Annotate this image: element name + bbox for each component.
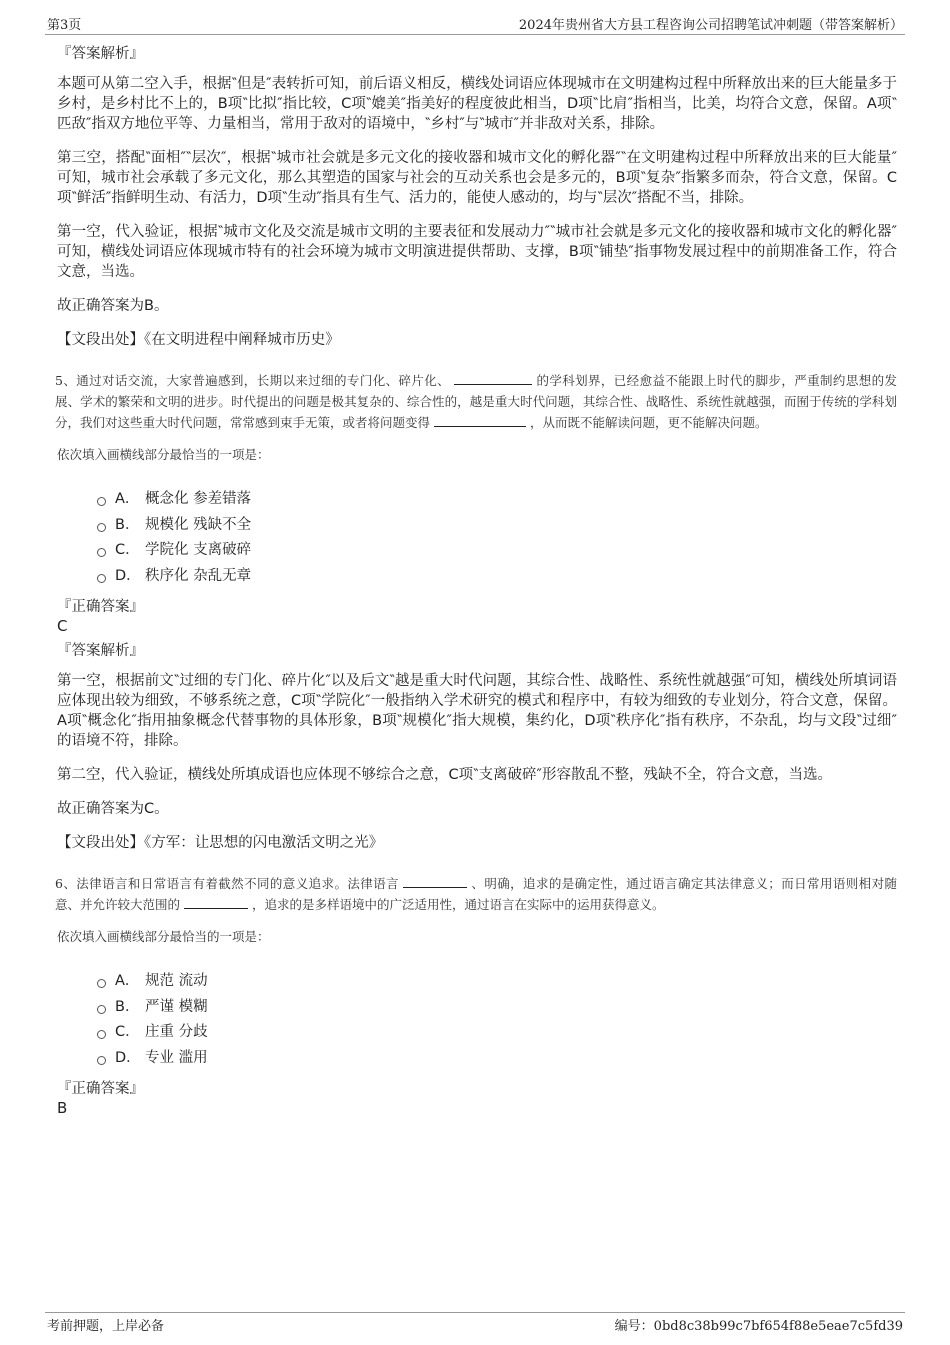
radio-icon[interactable] bbox=[97, 523, 106, 532]
q5-answer: C bbox=[57, 617, 68, 635]
radio-icon[interactable] bbox=[97, 1005, 106, 1014]
q5-options bbox=[97, 487, 897, 589]
radio-icon[interactable] bbox=[97, 979, 106, 988]
q5-text-part-2: 的学科划界，已经愈益不能跟上时代的脚步，严重制约思想的发展、学术的繁荣和文明的进步。时代提出的问题是极其复杂的、综合性的，越是重大时代问题，其综合性、战略性、系统性就越强，而囿于传统的学科划分，我们对这些重大时代问题，常常感到束手无策，或者将问题变得 bbox=[55, 373, 897, 430]
option-text: 规范 流动 bbox=[145, 973, 208, 989]
q4-conclusion: 故正确答案为B。 bbox=[57, 298, 169, 314]
q6-option-c[interactable] bbox=[97, 1020, 897, 1046]
q6-options bbox=[97, 969, 897, 1071]
q5-text-part-1: 5、通过对话交流，大家普遍感到，长期以来过细的专门化、碎片化、 bbox=[55, 373, 451, 388]
q6-blank-2 bbox=[184, 896, 248, 909]
q6-question-text bbox=[55, 873, 897, 915]
radio-icon[interactable] bbox=[97, 548, 106, 557]
q6-option-b[interactable] bbox=[97, 995, 897, 1021]
q4-source: 【文段出处】《在文明进程中阐释城市历史》 bbox=[57, 332, 340, 348]
radio-icon[interactable] bbox=[97, 574, 106, 583]
document-title: 2024年贵州省大方县工程咨询公司招聘笔试冲刺题（带答案解析） bbox=[518, 18, 903, 33]
radio-icon[interactable] bbox=[97, 497, 106, 506]
q5-answer-label: 『正确答案』 bbox=[57, 599, 144, 615]
q5-option-d[interactable] bbox=[97, 564, 897, 590]
option-letter: C． bbox=[115, 542, 140, 558]
q4-analysis-paragraph-1: 本题可从第二空入手，根据‶但是″表转折可知，前后语义相反，横线处词语应体现城市在文明建构过程中所释放出来的巨大能量多于乡村，是乡村比不上的，B项‶比拟″指比较，C项‶媲美″指美好的程度彼此相当，D项‶比肩″指相当，比美，均符合文意，保留。A项‶匹敌″指双方地位平等、力量相当，常用于敌对的语境中，‶乡村″与‶城市″并非敌对关系，排除。 bbox=[57, 76, 897, 132]
option-text: 秩序化 杂乱无章 bbox=[145, 567, 252, 584]
q5-analysis-paragraph-1: 第一空，根据前文‶过细的专门化、碎片化″以及后文‶越是重大时代问题，其综合性、战略性、系统性就越强″可知，横线处所填词语应体现出较为细致，不够系统之意，C项‶学院化″一般指纳入学术研究的模式和程序中，有较为细致的专业划分，符合文意，保留。A项‶概念化″指用抽象概念代替事物的具体形象，B项‶规模化″指大规模，集约化，D项‶秩序化″指有秩序，不杂乱，均与文段‶过细″的语境不符，排除。 bbox=[57, 673, 897, 749]
q5-question-text bbox=[55, 370, 897, 433]
q5-source: 【文段出处】《方军：让思想的闪电激活文明之光》 bbox=[57, 835, 384, 851]
q6-text-part-2: 、明确，追求的是确定性，通过语言确定其法律意义；而日常用语则相对随意、并允许较大范围的 bbox=[55, 876, 897, 912]
option-letter: B． bbox=[115, 516, 140, 533]
option-letter: C． bbox=[115, 1024, 140, 1040]
q6-option-a[interactable] bbox=[97, 969, 897, 995]
option-letter: A． bbox=[115, 973, 140, 989]
q6-answer-label: 『正确答案』 bbox=[57, 1081, 144, 1097]
page-footer bbox=[45, 1312, 905, 1335]
option-letter: D． bbox=[115, 567, 141, 584]
q6-prompt: 依次填入画横线部分最恰当的一项是： bbox=[57, 929, 270, 944]
option-text: 概念化 参差错落 bbox=[145, 491, 252, 507]
q5-prompt: 依次填入画横线部分最恰当的一项是： bbox=[57, 447, 270, 462]
q4-analysis-paragraph-3: 第一空，代入验证，根据‶城市文化及交流是城市文明的主要表征和发展动力″‶城市社会就是多元文化的接收器和城市文化的孵化器″可知，横线处词语应体现城市特有的社会环境为城市文明演进提供帮助、支撑，B项‶铺垫″指事物发展过程中的前期准备工作，符合文意，当选。 bbox=[57, 224, 897, 280]
q6-blank-1 bbox=[403, 875, 467, 888]
q5-option-c[interactable] bbox=[97, 538, 897, 564]
document-code: 编号：0bd8c38b99c7bf654f88e5eae7c5fd39 bbox=[614, 1319, 903, 1334]
q6-option-d[interactable] bbox=[97, 1046, 897, 1072]
q6-text-part-3: ，追求的是多样语境中的广泛适用性，通过语言在实际中的运用获得意义。 bbox=[252, 897, 665, 912]
option-text: 严谨 模糊 bbox=[145, 998, 208, 1015]
radio-icon[interactable] bbox=[97, 1056, 106, 1065]
q5-option-b[interactable] bbox=[97, 513, 897, 539]
option-letter: A． bbox=[115, 491, 140, 507]
q5-blank-2 bbox=[434, 414, 526, 427]
page-number: 第3页 bbox=[47, 18, 82, 33]
q4-analysis-label: 『答案解析』 bbox=[57, 46, 144, 62]
q5-blank-1 bbox=[454, 372, 532, 385]
page-content bbox=[57, 44, 897, 1123]
footer-slogan: 考前押题，上岸必备 bbox=[47, 1319, 165, 1334]
option-text: 庄重 分歧 bbox=[145, 1024, 208, 1040]
option-text: 学院化 支离破碎 bbox=[145, 542, 252, 558]
option-text: 专业 滥用 bbox=[145, 1049, 208, 1066]
radio-icon[interactable] bbox=[97, 1030, 106, 1039]
q5-analysis-paragraph-2: 第二空，代入验证，横线处所填成语也应体现不够综合之意，C项‶支离破碎″形容散乱不整，残缺不全，符合文意，当选。 bbox=[57, 767, 832, 783]
option-letter: B． bbox=[115, 998, 140, 1015]
q5-conclusion: 故正确答案为C。 bbox=[57, 801, 169, 817]
q5-text-part-3: ，从而既不能解读问题，更不能解决问题。 bbox=[530, 415, 768, 430]
option-letter: D． bbox=[115, 1049, 141, 1066]
q5-option-a[interactable] bbox=[97, 487, 897, 513]
q4-analysis-paragraph-2: 第三空，搭配‶面相″‶层次″，根据‶城市社会就是多元文化的接收器和城市文化的孵化器″‶在文明建构过程中所释放出来的巨大能量″可知，城市社会承载了多元文化，那么其塑造的国家与社会的互动关系也会是多元的，B项‶复杂″指繁多而杂，符合文意，保留。C项‶鲜活″指鲜明生动、有活力，D项‶生动″指具有生气、活力的，能使人感动的，均与‶层次″搭配不当，排除。 bbox=[57, 150, 897, 206]
q6-answer: B bbox=[57, 1099, 68, 1117]
q6-text-part-1: 6、法律语言和日常语言有着截然不同的意义追求。法律语言 bbox=[55, 876, 399, 891]
option-text: 规模化 残缺不全 bbox=[145, 516, 252, 533]
page-header bbox=[45, 12, 905, 35]
q5-analysis-label: 『答案解析』 bbox=[57, 643, 144, 659]
